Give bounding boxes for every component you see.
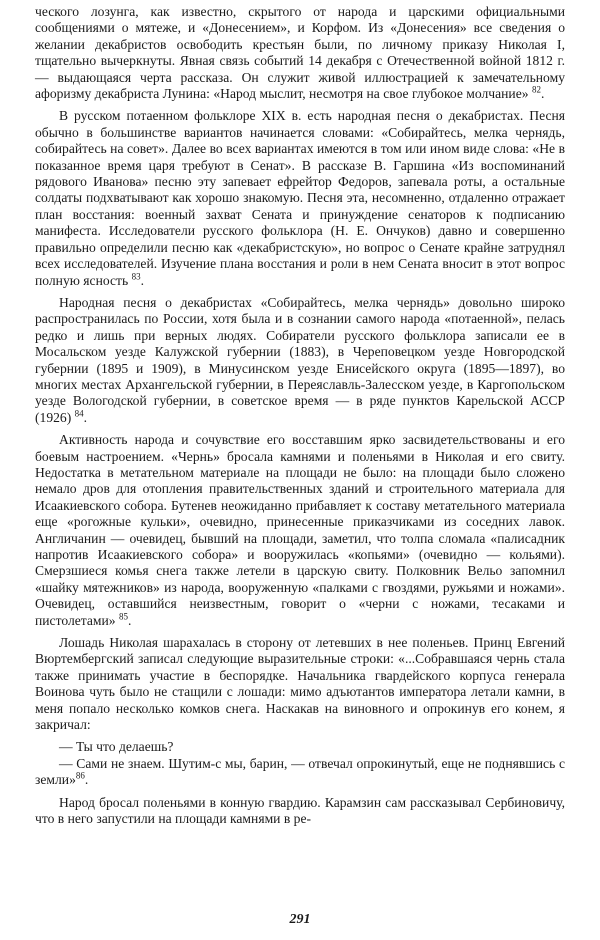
book-page bbox=[35, 4, 565, 834]
paragraph-1-text: ческого лозунга, как известно, скрытого от народа и царскими официальными сообщениями о мятеже, и «Донесением», и Корфом. Из «Донесения» все сведения о желании декабристов освободить крестьян были, по личному приказу Николая I, тщательно вычеркнуты. Явная связь событий 14 декабря с Отечественной войной 1812 г. — выдающаяся черта рассказа. Он служит живой иллюстрацией к замечательному афоризму декабриста Лунина: «Народ мыслит, несмотря на свое глубокое молчание» bbox=[35, 4, 565, 102]
paragraph-2: В русском потаенном фольклоре XIX в. есть народная песня о декабристах. Песня обычно в большинстве вариантов начинается словами: «Собирайтесь, мелка чернядь, собирайтесь на совет». Далее во всех вариантах имеются в том или ином виде слова: «Не в показанное время царя требуют в Сенат». В рассказе В. Гаршина «Из воспоминаний рядового Иванова» песню эту запевает ефрейтор Федоров, запевала роты, а остальные солдаты подхватывают как хорошо знакомую. Песня эта, несомненно, отдаленно отражает план восстания: военный захват Сената и принуждение сенаторов к подписанию манифеста. Исследователи русского фольклора (Н. Е. Ончуков) давно и совершенно правильно определили песню как «декабристскую», но вопрос о Сенате крайне затруднял всех исследователей. Изучение плана восстания и роли в нем Сената вносит в этот вопрос полную ясность $^{83}$. bbox=[35, 108, 565, 288]
footnote-ref-85: 85 bbox=[119, 611, 128, 622]
paragraph-2-text: В русском потаенном фольклоре XIX в. есть народная песня о декабристах. Песня обычно в большинстве вариантов начинается словами: «Собирайтесь, мелка чернядь, собирайтесь на совет». Далее во всех вариантах имеются в том или ином виде слова: «Не в показанное время царя требуют в Сенат». В рассказе В. Гаршина «Из воспоминаний рядового Иванова» песню эту запевает ефрейтор Федоров, запевала роты, а остальные солдаты подхватывают как хорошо знакомую. Песня эта, несомненно, отдаленно отражает план восстания: военный захват Сената и принуждение сенаторов к подписанию манифеста. Исследователи русского фольклора (Н. Е. Ончуков) давно и совершенно правильно определили песню как «декабристскую», но вопрос о Сенате крайне затруднял всех исследователей. Изучение плана восстания и роли в нем Сената вносит в этот вопрос полную ясность bbox=[35, 108, 565, 288]
paragraph-5 bbox=[35, 635, 565, 733]
dialog-line-1-text: — Ты что делаешь? bbox=[59, 739, 174, 755]
paragraph-4: Активность народа и сочувствие его восставшим ярко засвидетельствованы и его боевым настроением. «Чернь» бросала камнями и поленьями в Николая и его свиту. Недостатка в метательном материале на площади не было: на площади было сложено немало дров для отопления правительственных зданий и строительного материала для Исаакиевского собора. Бутенев неожиданно прибавляет к составу метательного материала еще «рогожные кульки», очевидно, принесенные приказчиками из соседних лавок. Англичанин — очевидец, бывший на площади, заметил, что толпа сломала «палисадник напротив Исаакиевского собора» и вооружилась «копьями» (очевидно — кольями). Смерзшиеся комья снега также летели в царскую свиту. Полковник Вельо запомнил «шайку мятежников» из народа, вооруженную «палками с гвоздями, ружьями и ножами». Очевидец, оставшийся неизвестным, говорит о «черни с ножами, тесаками и пистолетами» $^{85}$. bbox=[35, 432, 565, 628]
footnote-ref-84: 84 bbox=[74, 408, 84, 419]
dialog-line-2-text: — Сами не знаем. Шутим-с мы, барин, — отвечал опрокинутый, еще не поднявшись с земли» bbox=[35, 755, 565, 788]
paragraph-final bbox=[35, 795, 565, 828]
paragraph-final-text: Народ бросал поленьями в конную гвардию. Карамзин сам рассказывал Сербиновичу, что в него запустили на площади камнями в ре- bbox=[35, 794, 565, 827]
dialog-line-2: — Сами не знаем. Шутим-с мы, барин, — отвечал опрокинутый, еще не поднявшись с земли»$^{86}$. bbox=[35, 755, 565, 788]
paragraph-4-text: Активность народа и сочувствие его восставшим ярко засвидетельствованы и его боевым настроением. «Чернь» бросала камнями и поленьями в Николая и его свиту. Недостатка в метательном материале на площади не было: на площади было сложено немало дров для отопления правительственных зданий и строительного материала для Исаакиевского собора. Бутенев неожиданно прибавляет к составу метательного материала еще «рогожные кульки», очевидно, принесенные приказчиками из соседних лавок. Англичанин — очевидец, бывший на площади, заметил, что толпа сломала «палисадник напротив Исаакиевского собора» и вооружилась «копьями» (очевидно — кольями). Смерзшиеся комья снега также летели в царскую свиту. Полковник Вельо запомнил «шайку мятежников» из народа, вооруженную «палками с гвоздями, ружьями и ножами». Очевидец, оставшийся неизвестным, говорит о «черни с ножами, тесаками и пистолетами» bbox=[35, 432, 565, 628]
footnote-ref-86: 86 bbox=[75, 770, 85, 781]
paragraph-3-text: Народная песня о декабристах «Собирайтесь, мелка чернядь» довольно широко распространилась по России, хотя была и в сознании самого народа «потаенной», пелась редко и лишь при верных людях. Собиратели русского фольклора записали ее в Мосальском уезде Калужской губернии (1883), в Череповецком уезде Новгородской губернии (1895 и 1909), в Минусинском уезде Енисейского округа (1895—1897), во многих местах Архангельской губернии, в Переяславль-Залесском уезде, в Каргопольском уезде Вологодской губернии, в советское время — в ряде пунктов Карельской АССР (1926) bbox=[35, 294, 565, 425]
paragraph-1: ческого лозунга, как известно, скрытого от народа и царскими официальными сообщениями о мятеже, и «Донесением», и Корфом. Из «Донесения» все сведения о желании декабристов освободить крестьян были, по личному приказу Николая I, тщательно вычеркнуты. Явная связь событий 14 декабря с Отечественной войной 1812 г. — выдающаяся черта рассказа. Он служит живой иллюстрацией к замечательному афоризму декабриста Лунина: «Народ мыслит, несмотря на свое глубокое молчание» $^{82}$. bbox=[35, 4, 565, 102]
paragraph-5-text: Лошадь Николая шарахалась в сторону от летевших в нее поленьев. Принц Евгений Вюртембергский записал следующие выразительные строки: «...Собравшаяся чернь стала также принимать участие в беспорядке. Начальника гвардейского корпуса генерала Воинова чуть было не стащили с лошади: мимо адъютантов императора летали камни, в меня попало несколько комков снега. Наскакав на виновного и опрокинув его конем, я закричал: bbox=[35, 635, 565, 733]
paragraph-3: Народная песня о декабристах «Собирайтесь, мелка чернядь» довольно широко распространилась по России, хотя была и в сознании самого народа «потаенной», пелась редко и лишь при верных людях. Собиратели русского фольклора записали ее в Мосальском уезде Калужской губернии (1883), в Череповецком уезде Новгородской губернии (1895 и 1909), в Минусинском уезде Енисейского округа (1895—1897), во многих местах Архангельской губернии, в Переяславль-Залесском уезде, в Каргопольском уезде Вологодской губернии, в советское время — в ряде пунктов Карельской АССР (1926) $^{84}$. bbox=[35, 294, 565, 425]
footnote-ref-82: 82 bbox=[531, 84, 541, 95]
footnote-ref-83: 83 bbox=[131, 270, 141, 281]
dialog-line-1 bbox=[35, 739, 565, 755]
page-number: 291 bbox=[289, 912, 311, 927]
